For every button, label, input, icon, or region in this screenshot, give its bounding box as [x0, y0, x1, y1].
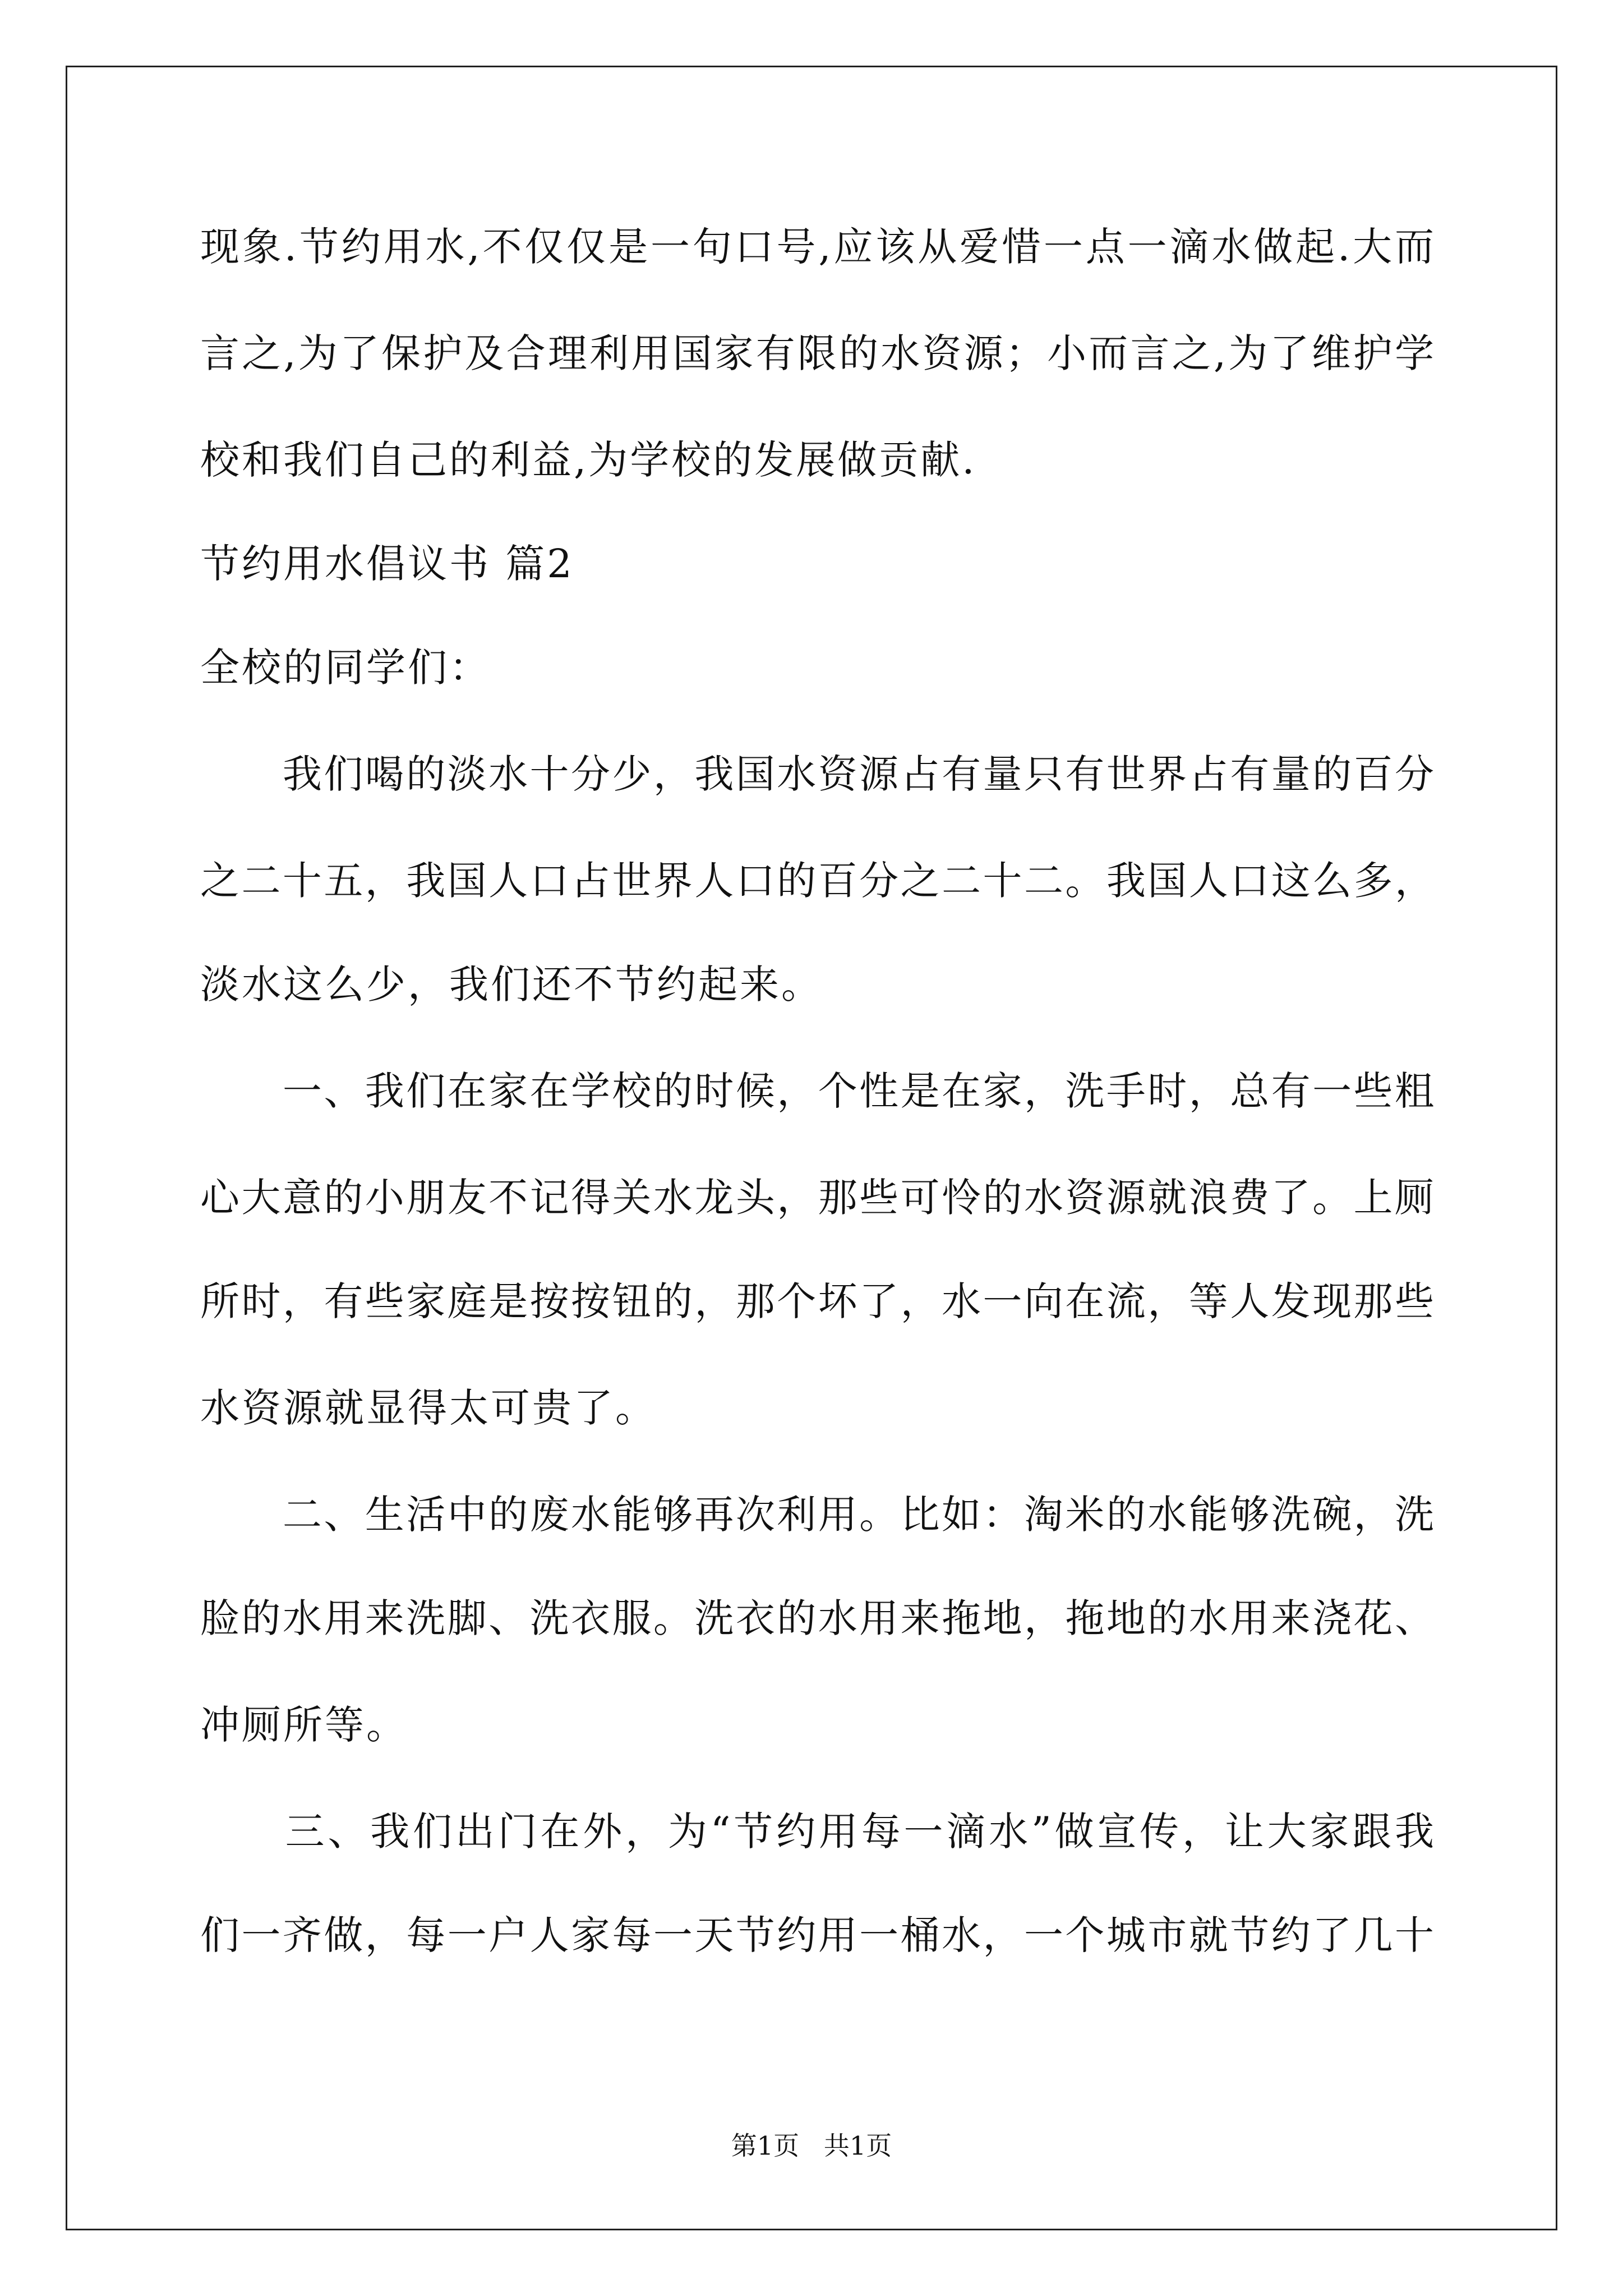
- text-line-14: 脸的水用来洗脚、洗衣服。洗衣的水用来拖地，拖地的水用来浇花、: [200, 1595, 1434, 1641]
- page-border: [66, 66, 1557, 2230]
- text-line-9: 一、我们在家在学校的时候，个性是在家，洗手时，总有一些粗: [200, 1068, 1434, 1114]
- section-heading: 节约用水倡议书 篇2: [200, 541, 574, 587]
- page-footer: 第1页 共1页: [731, 2131, 892, 2161]
- text-line-7: 之二十五，我国人口占世界人口的百分之二十二。我国人口这么多，: [200, 858, 1434, 904]
- text-line-13: 二、生活中的废水能够再次利用。比如：淘米的水能够洗碗，洗: [200, 1492, 1434, 1538]
- salutation: 全校的同学们：: [200, 645, 491, 691]
- text-line-15: 冲厕所等。: [200, 1702, 408, 1748]
- text-line-2: 言之,为了保护及合理利用国家有限的水资源；小而言之,为了维护学: [200, 330, 1434, 376]
- text-line-12: 水资源就显得太可贵了。: [200, 1385, 657, 1431]
- text-line-8: 淡水这么少，我们还不节约起来。: [200, 961, 823, 1007]
- text-line-16: 三、我们出门在外，为“节约用每一滴水”做宣传，让大家跟我: [200, 1809, 1434, 1855]
- text-line-11: 所时，有些家庭是按按钮的，那个坏了，水一向在流，等人发现那些: [200, 1278, 1434, 1324]
- text-line-17: 们一齐做，每一户人家每一天节约用一桶水，一个城市就节约了几十: [200, 1912, 1434, 1958]
- text-line-10: 心大意的小朋友不记得关水龙头，那些可怜的水资源就浪费了。上厕: [200, 1175, 1434, 1221]
- text-line-6: 我们喝的淡水十分少，我国水资源占有量只有世界占有量的百分: [200, 751, 1434, 797]
- text-line-3: 校和我们自己的利益,为学校的发展做贡献.: [200, 437, 977, 483]
- text-line-1: 现象.节约用水,不仅仅是一句口号,应该从爱惜一点一滴水做起.大而: [200, 224, 1434, 270]
